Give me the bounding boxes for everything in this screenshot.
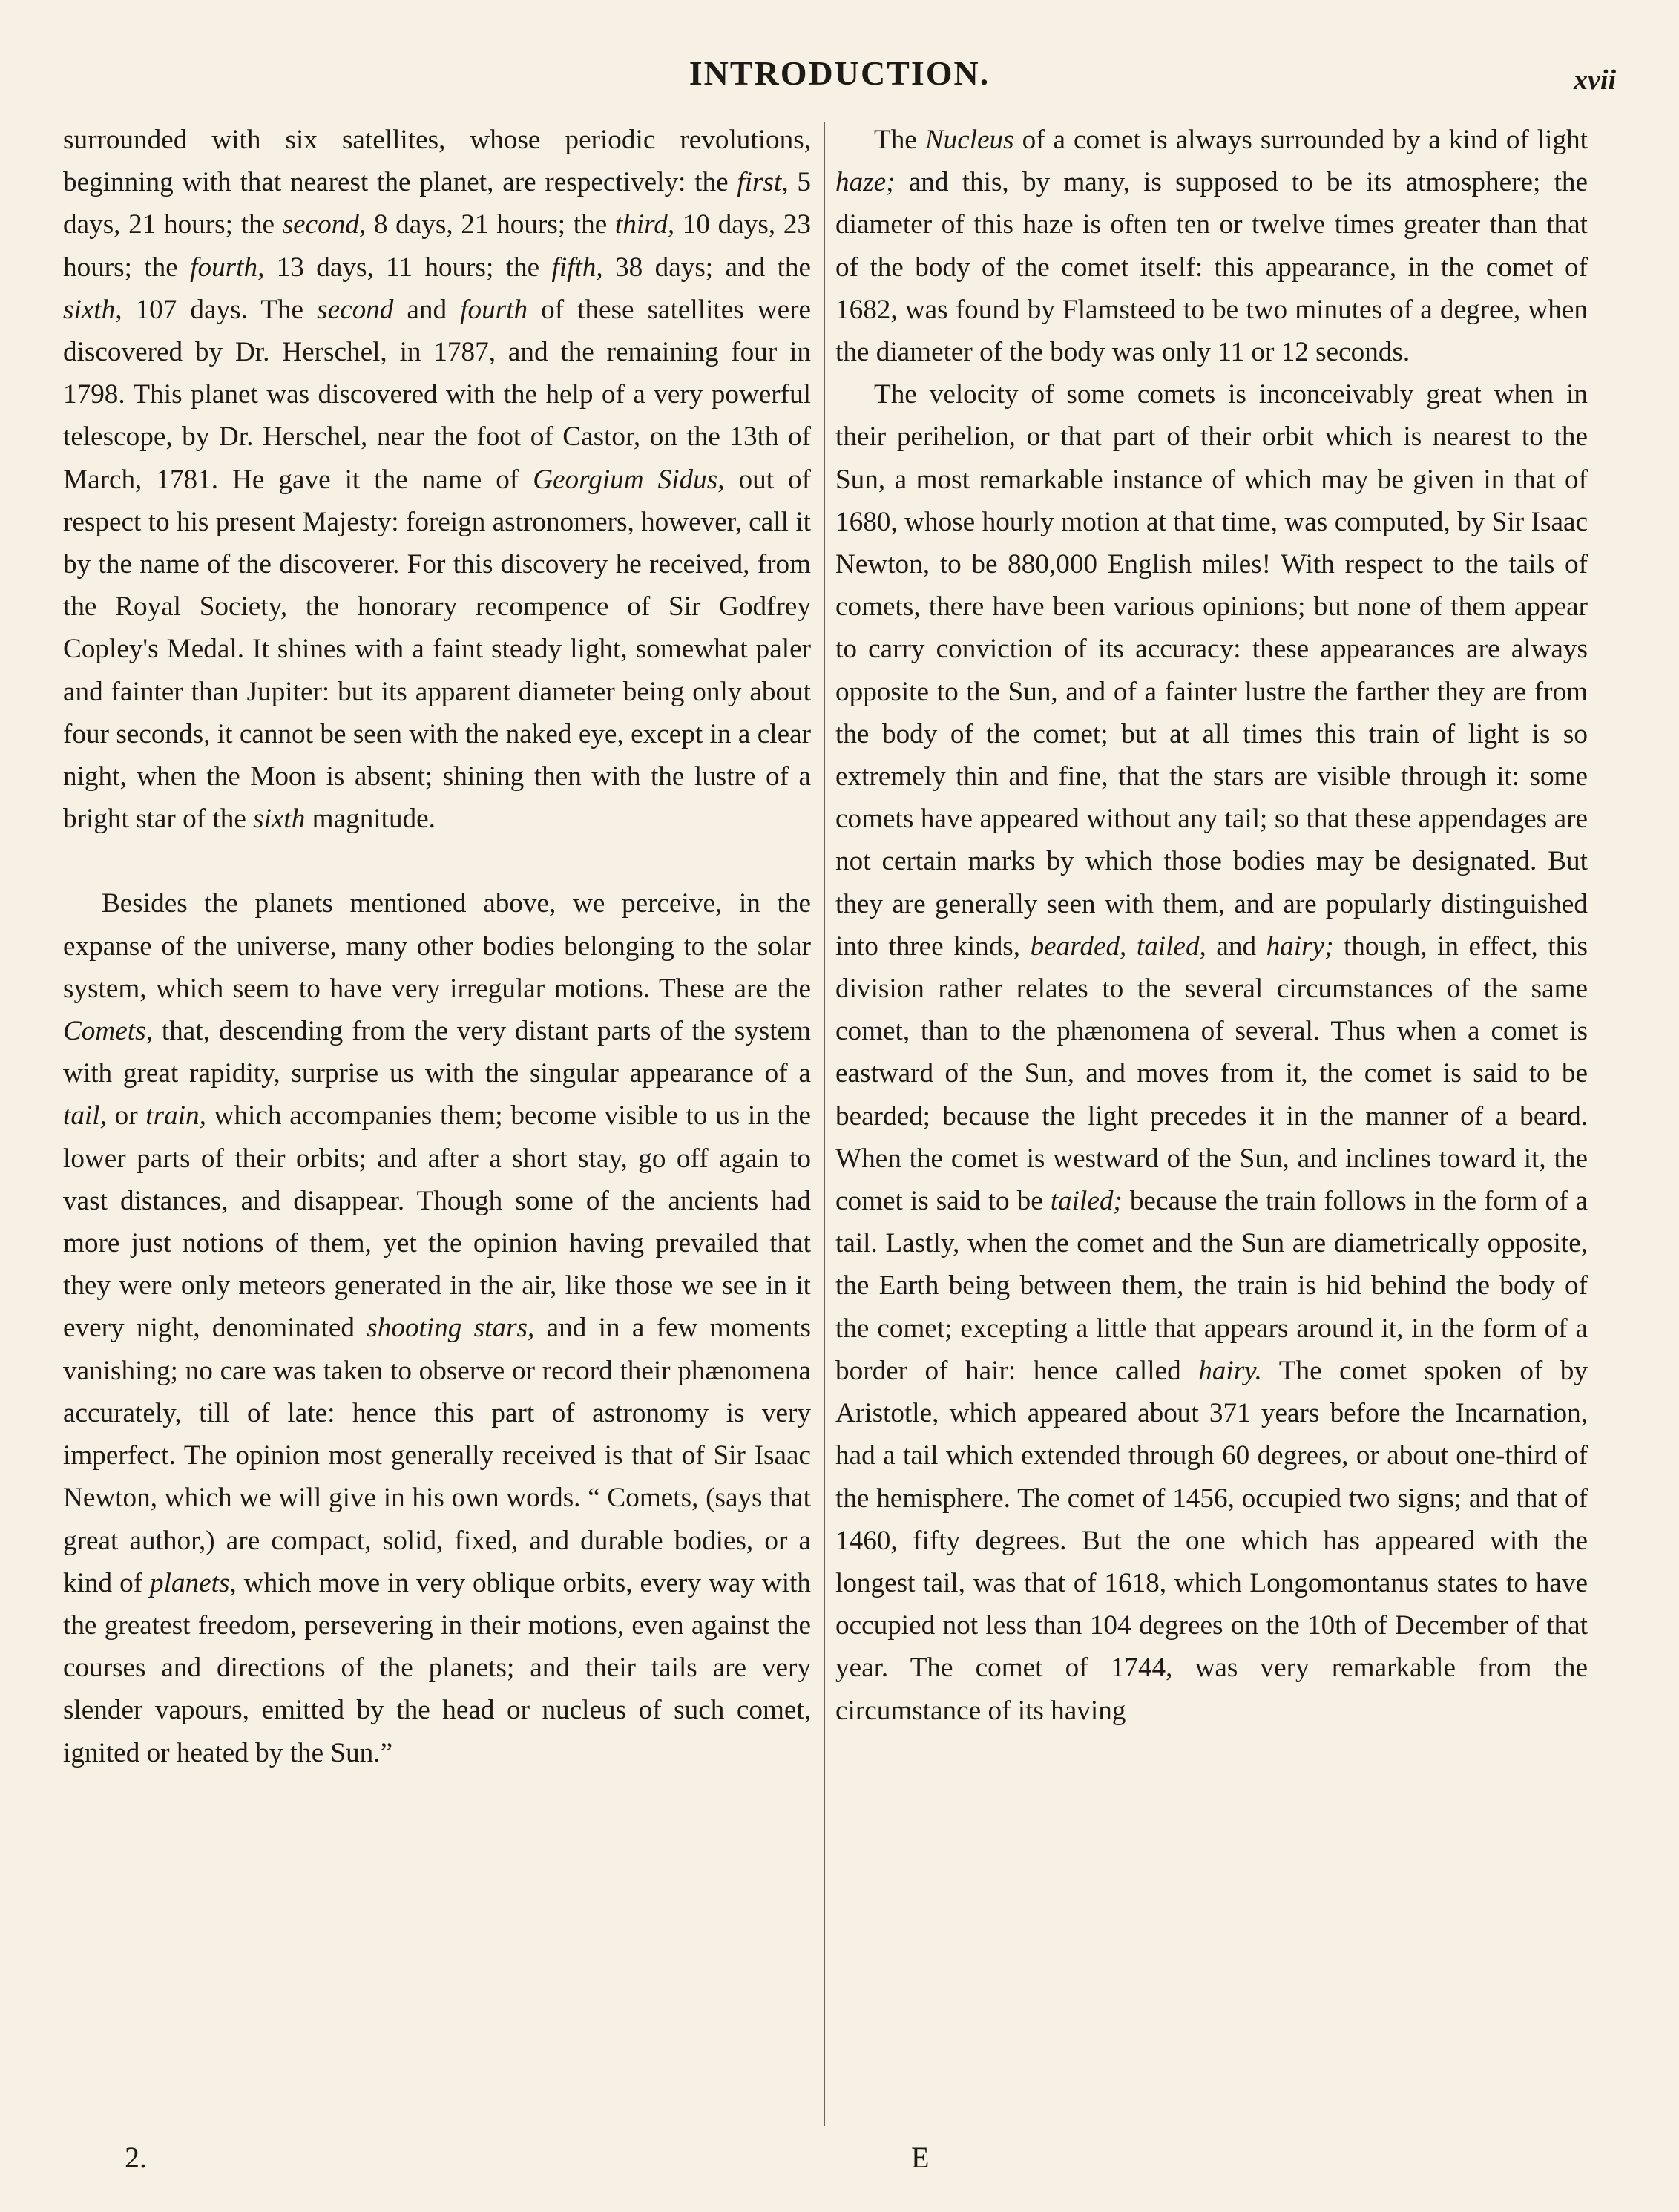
paragraph-nucleus: The Nucleus of a comet is always surrounded by a kind of light haze; and this, by many, is supposed to be its atmosphere; the diameter of this haze is often ten or twelve times greater than that of the body of the comet itself: this appearance, in the comet of 1682, was found by Flamsteed to be two minutes of a degree, when the diameter of the body was only 11 or 12 seconds. <box>835 125 1588 368</box>
column-divider <box>824 122 825 2126</box>
right-column <box>835 119 1588 1732</box>
paragraph-comets-intro: Besides the planets mentioned above, we perceive, in the expanse of the universe, many other bodies belonging to the solar system, which seem to have very irregular motions. These are the Comets, that, descending from the very distant parts of the system with great rapidity, surprise us with the singular appearance of a tail, or train, which accompanies them; become visible to us in the lower parts of their orbits; and after a short stay, go off again to vast distances, and disappear. Though some of the ancients had more just notions of them, yet the opinion having prevailed that they were only meteors generated in the air, like those we see in it every night, denominated shooting stars, and in a few moments vanishing; no care was taken to observe or record their phænomena accurately, till of late: hence this part of astronomy is very imperfect. The opinion most generally received is that of Sir Isaac Newton, which we will give in his own words. “ Comets, (says that great author,) are compact, solid, fixed, and durable bodies, or a kind of planets, which move in very oblique orbits, every way with the greatest freedom, persevering in their motions, even against the courses and directions of the planets; and their tails are very slender vapours, emitted by the head or nucleus of such comet, ignited or heated by the Sun.” <box>63 888 812 1768</box>
page-number: xvii <box>1574 65 1616 96</box>
signature-mark-left: 2. <box>125 2141 147 2174</box>
left-column <box>63 119 811 1774</box>
running-title: INTRODUCTION. <box>689 54 990 92</box>
paragraph-comet-velocity: The velocity of some comets is inconceivably great when in their perihelion, or that part of their orbit which is nearest to the Sun, a most remarkable instance of which may be given in that of 1680, whose hourly motion at that time, was computed, by Sir Isaac Newton, to be 880,000 English miles! With respect to the tails of comets, there have been various opinions; but none of them appear to carry conviction of its accuracy: these appearances are always opposite to the Sun, and of a fainter lustre the farther they are from the body of the comet; but at all times this train of light is so extremely thin and fine, that the stars are visible through it: some comets have appeared without any tail; so that these appendages are not certain marks by which those bodies may be designated. But they are generally seen with them, and are popularly distinguished into three kinds, bearded, tailed, and hairy; though, in effect, this division rather relates to the several circumstances of the same comet, than to the phænomena of several. Thus when a comet is eastward of the Sun, and moves from it, the comet is said to be bearded; because the light precedes it in the manner of a beard. When the comet is westward of the Sun, and inclines toward it, the comet is said to be tailed; because the train follows in the form of a tail. Lastly, when the comet and the Sun are diametrically opposite, the Earth being between them, the train is hid behind the body of the comet; excepting a little that appears around it, in the form of a border of hair: hence called hairy. The comet spoken of by Aristotle, which appeared about 371 years before the Incarnation, had a tail which extended through 60 degrees, or about one-third of the hemisphere. The comet of 1456, occupied two signs; and that of 1460, fifty degrees. But the one which has appeared with the longest tail, was that of 1618, which Longomontanus states to have occupied not less than 104 degrees on the 10th of December of that year. The comet of 1744, was very remarkable from the circumstance of its having <box>835 379 1588 1726</box>
signature-mark-right: E <box>911 2141 930 2174</box>
paragraph-uranus-satellites: surrounded with six satellites, whose periodic revolutions, beginning with that nearest the planet, are respectively: the first, 5 days, 21 hours; the second, 8 days, 21 hours; the third, 10 days, 23 hours; the fourth, 13 days, 11 hours; the fifth, 38 days; and the sixth, 107 days. The second and fourth of these satellites were discovered by Dr. Herschel, in 1787, and the remaining four in 1798. This planet was discovered with the help of a very powerful telescope, by Dr. Herschel, near the foot of Castor, on the 13th of March, 1781. He gave it the name of Georgium Sidus, out of respect to his present Majesty: foreign astronomers, however, call it by the name of the discoverer. For this discovery he received, from the Royal Society, the honorary recompence of Sir Godfrey Copley's Medal. It shines with a faint steady light, somewhat paler and fainter than Jupiter: but its apparent diameter being only about four seconds, it cannot be seen with the naked eye, except in a clear night, when the Moon is absent; shining then with the lustre of a bright star of the sixth magnitude. <box>63 125 812 835</box>
running-head <box>0 53 1679 98</box>
